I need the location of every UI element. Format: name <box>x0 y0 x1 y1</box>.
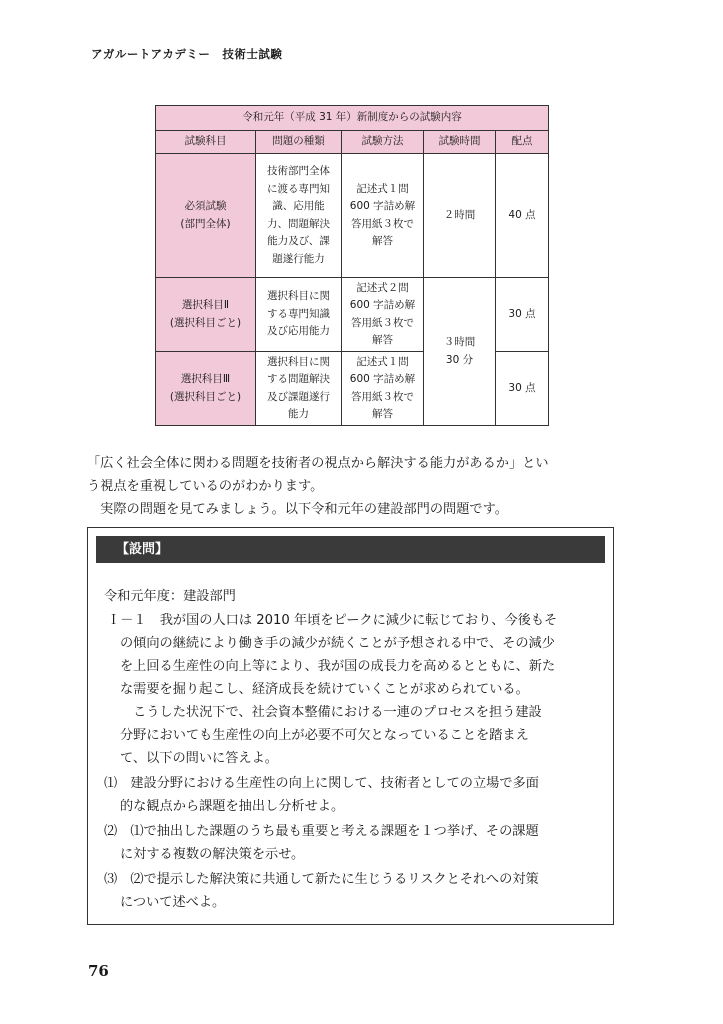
cell-time: ２時間 <box>424 154 496 278</box>
page-number: 76 <box>88 962 109 980</box>
col-header-points: 配点 <box>496 131 549 154</box>
question-line: 的な観点から課題を抽出し分析せよ。 <box>120 799 345 814</box>
exam-content-table <box>155 105 549 426</box>
table-row <box>156 154 549 278</box>
col-header-type: 問題の種類 <box>256 131 342 154</box>
question-line: 分野においても生産性の向上が必要不可欠となっていることを踏まえ <box>120 728 529 743</box>
table-caption: 令和元年（平成 31 年）新制度からの試験内容 <box>156 106 549 131</box>
cell-method: 記述式１問 600 字詰め解 答用紙３枚で 解答 <box>342 154 424 278</box>
question-line: ⑴ 建設分野における生産性の向上に関して、技術者としての立場で多面 <box>104 776 539 791</box>
question-line: の傾向の継続により働き手の減少が続くことが予想される中で、その減少 <box>120 636 555 651</box>
body-paragraph: 「広く社会全体に関わる問題を技術者の視点から解決する能力があるか」とい <box>87 456 549 471</box>
question-line: こうした状況下で、社会資本整備における一連のプロセスを担う建設 <box>120 705 542 720</box>
cell-method: 記述式２問 600 字詰め解 答用紙３枚で 解答 <box>342 278 424 352</box>
question-line: に対する複数の解決策を示せ。 <box>120 847 305 862</box>
question-line: な需要を掘り起こし、経済成長を続けていくことが求められている。 <box>120 682 529 697</box>
cell-subject: 必須試験 (部門全体) <box>156 154 256 278</box>
body-paragraph: 実際の問題を見てみましょう。以下令和元年の建設部門の問題です。 <box>87 502 508 517</box>
cell-subject: 選択科目Ⅲ (選択科目ごと) <box>156 352 256 426</box>
question-banner: 【設問】 <box>96 536 605 563</box>
col-header-subject: 試験科目 <box>156 131 256 154</box>
col-header-time: 試験時間 <box>424 131 496 154</box>
question-line: て、以下の問いに答えよ。 <box>120 751 278 766</box>
question-box <box>87 527 614 925</box>
question-line: ⑶ ⑵で提示した解決策に共通して新たに生じうるリスクとそれへの対策 <box>104 872 539 887</box>
running-header: アガルートアカデミー 技術士試験 <box>91 47 283 61</box>
table-row <box>156 278 549 352</box>
cell-type: 技術部門全体 に渡る専門知 識、応用能 力、問題解決 能力及び、課 題遂行能力 <box>256 154 342 278</box>
question-line: 令和元年度：建設部門 <box>104 589 236 604</box>
cell-method: 記述式１問 600 字詰め解 答用紙３枚で 解答 <box>342 352 424 426</box>
cell-type: 選択科目に関 する問題解決 及び課題遂行 能力 <box>256 352 342 426</box>
cell-subject: 選択科目Ⅱ (選択科目ごと) <box>156 278 256 352</box>
cell-points: 40 点 <box>496 154 549 278</box>
cell-time-merged: ３時間 30 分 <box>424 278 496 426</box>
cell-points: 30 点 <box>496 352 549 426</box>
question-line: を上回る生産性の向上等により、我が国の成長力を高めるとともに、新た <box>120 659 556 674</box>
question-line: について述べよ。 <box>120 895 226 910</box>
cell-points: 30 点 <box>496 278 549 352</box>
cell-type: 選択科目に関 する専門知識 及び応用能力 <box>256 278 342 352</box>
col-header-method: 試験方法 <box>342 131 424 154</box>
question-line: Ｉ－１ 我が国の人口は 2010 年頃をピークに減少に転じており、今後もそ <box>107 613 558 628</box>
body-paragraph: う視点を重視しているのがわかります。 <box>87 479 324 494</box>
question-line: ⑵ ⑴で抽出した課題のうち最も重要と考える課題を１つ挙げ、その課題 <box>104 824 539 839</box>
